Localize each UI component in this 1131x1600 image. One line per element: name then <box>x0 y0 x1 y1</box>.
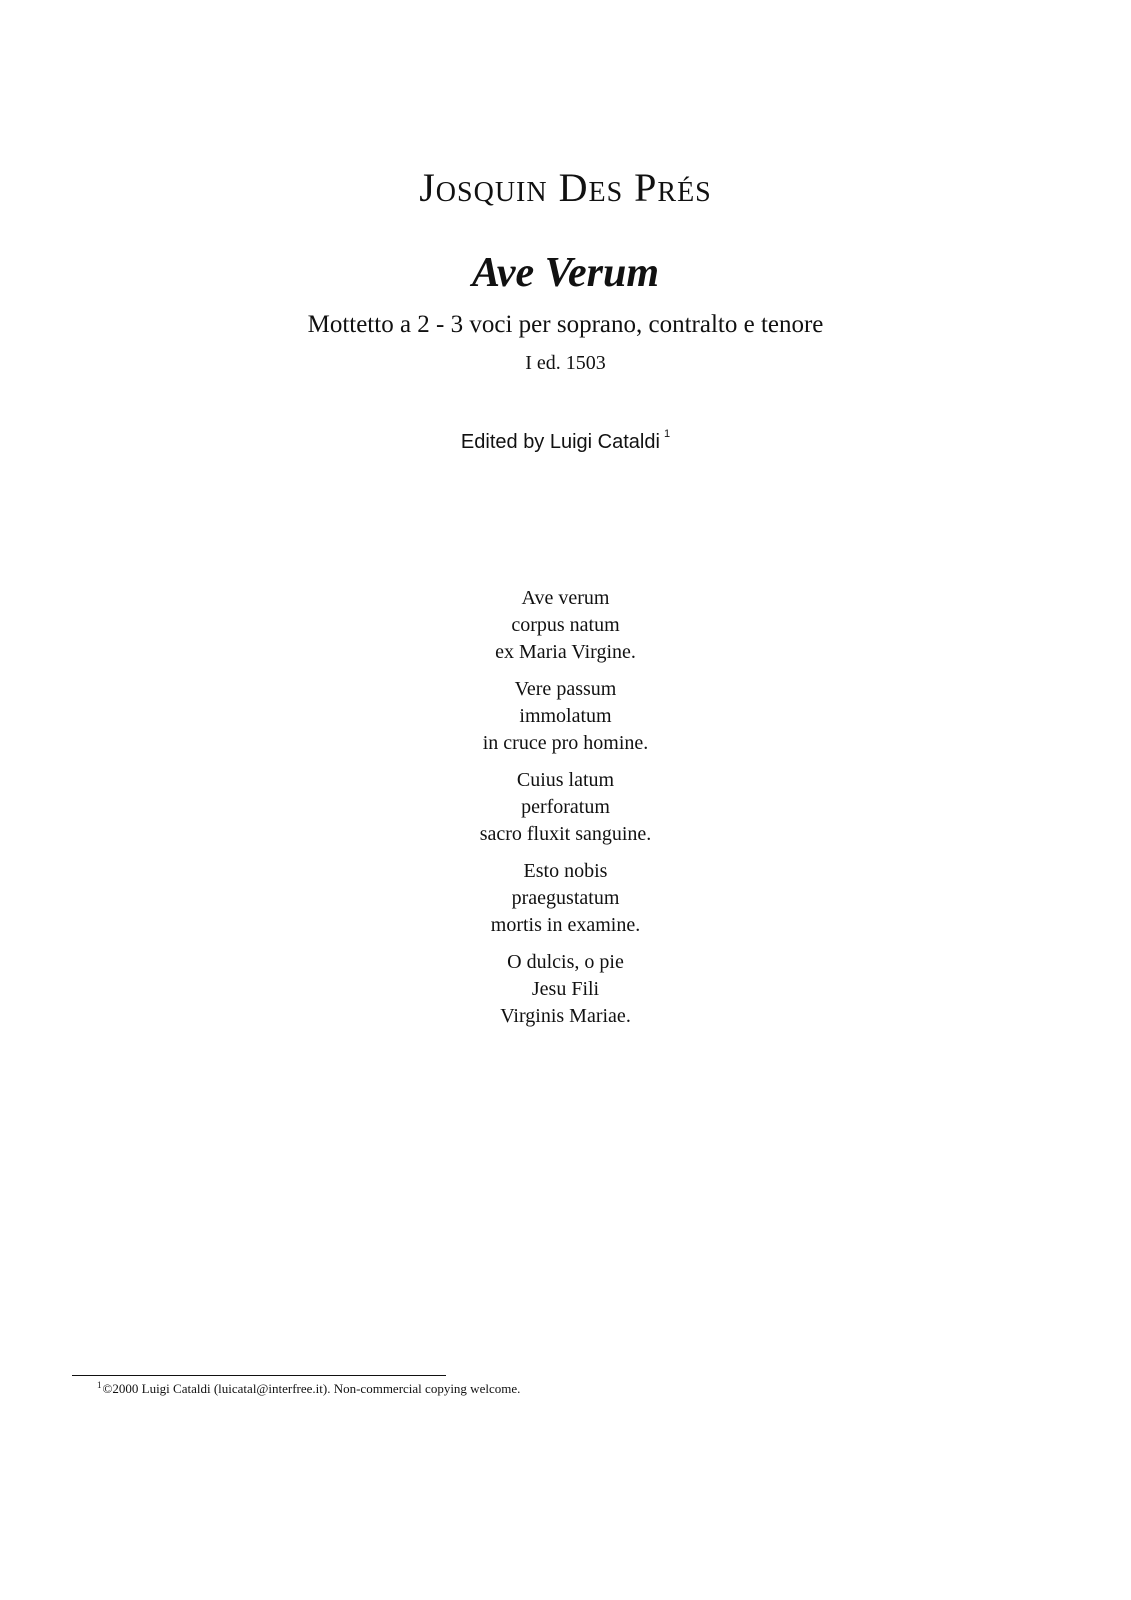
lyric-line: Esto nobis <box>523 860 608 882</box>
lyric-line: Ave verum <box>521 587 610 609</box>
stanza <box>0 767 1131 848</box>
stanza <box>0 585 1131 666</box>
lyric-line: in cruce pro homine. <box>482 732 649 754</box>
lyric-line: Cuius latum <box>516 769 615 791</box>
lyric-line: mortis in examine. <box>490 914 641 936</box>
work-title: Ave Verum <box>471 250 660 296</box>
lyric-line: sacro fluxit sanguine. <box>479 823 652 845</box>
work-subtitle: Mottetto a 2 - 3 voci per soprano, contralto e tenore <box>307 311 824 338</box>
lyric-line: praegustatum <box>511 887 620 909</box>
footnote-divider <box>72 1375 446 1376</box>
footnote-mark: 1 <box>97 1380 102 1390</box>
stanza <box>0 858 1131 939</box>
stanza <box>0 949 1131 1030</box>
lyric-line: Jesu Fili <box>531 978 600 1000</box>
lyric-line: ex Maria Virgine. <box>495 641 636 663</box>
footnote-text: ©2000 Luigi Cataldi (luicatal@interfree.it). Non-commercial copying welcome. <box>102 1381 521 1396</box>
lyric-line: corpus natum <box>511 614 620 636</box>
footnote <box>97 1381 520 1397</box>
lyric-line: perforatum <box>521 796 610 818</box>
lyric-line: O dulcis, o pie <box>507 951 624 973</box>
edition-note: I ed. 1503 <box>525 352 606 374</box>
editor-credit-text: Edited by Luigi Cataldi <box>460 431 660 453</box>
composer-name: Josquin Des Prés <box>419 165 712 210</box>
lyric-line: immolatum <box>519 705 612 727</box>
stanza <box>0 676 1131 757</box>
editor-footnote-mark: 1 <box>663 428 671 440</box>
editor-credit <box>0 430 1131 454</box>
lyric-line: Vere passum <box>514 678 617 700</box>
lyric-line: Virginis Mariae. <box>500 1005 631 1027</box>
lyrics-text <box>0 585 1131 1040</box>
